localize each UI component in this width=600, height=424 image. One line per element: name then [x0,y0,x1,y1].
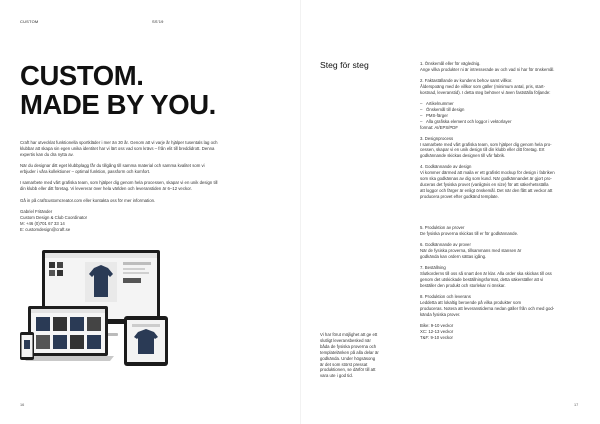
step-7-text-3: beställer den produkt och storlekar ni önskar. [420,282,506,288]
step-3 [420,136,585,160]
intro-paragraph-4: Gå in på craftcustomcreator.com eller kontakta oss för mer information. [20,197,156,203]
intro-paragraph-2: När du designar ditt eget klubbplagg får du tillgång till samma material och samma kvalitet som vi erbjuder i våra kollektioner – optimal funktion, passform och komfort. [20,163,205,175]
step-5-title: 5. Produktion av prover [420,225,465,231]
requirement-item: – Alla grafiska element och loggor i vektorlayer [420,119,585,125]
headline-line-2: MADE BY YOU. [20,88,216,120]
step-6 [420,242,585,260]
page-number-left: 16 [20,403,25,407]
step-6-title: 6. Godkännande av prover [420,242,471,248]
contact-role: Custom Design & Club Coordinator [20,214,88,220]
lead-time-xc: XC: 12-13 veckor [420,329,454,335]
intro-paragraph-3: I samarbete med vårt grafiska team, som hjälper dig genom hela processen, skapar vi en unik design till din klubb eller ditt företag. Vi levererar över hela världen och leveranstiden är 6–12 veckor. [20,180,218,192]
step-3-text-1: I samarbete med vårt grafiska team, som hjälper dig genom hela pro- [420,141,552,147]
step-7-text-1: Slutkorderns till oss så snart den är klar. Alla order ska skickas till oss [420,270,552,276]
device-mockup-illustration [20,250,180,368]
step-5 [420,225,585,237]
tablet-icon [124,316,168,366]
header-section-label: CUSTOM [20,19,39,24]
contact-signature [20,209,220,233]
step-4-text-5: producera provet efter godkänd template. [420,193,499,199]
page-headline [20,62,216,119]
step-7 [420,265,585,289]
lead-time-note: Vi har förut möjlighet att ge ett slutligt leveransbesked när båda de fysiska proverna och templatelänken på alla delar är godkända. Under högsäsong är det som störst pressat produktionen, se därför till att vara ute i god tid. [320,332,379,379]
contact-email: E: customdesign@craft.se [20,226,71,232]
contact-phone: M: +46 (0)701 67 33 14 [20,220,65,226]
step-4 [420,164,585,199]
laptop-icon [22,306,114,361]
step-8-text-2: produceras. Notera att leveranstiderna nedan gäller från och med god- [420,305,555,311]
requirement-item: – Artikelnummer [420,101,585,107]
step-7-text-2: genom det utskickade beställningsformat, detta säkerställer att vi [420,276,544,282]
step-4-text-3: duceras det fysiska provet (vanligtvis en size) för att säkerhetsställa [420,182,549,188]
lead-time-tf: T&F: 9-10 veckor [420,335,453,341]
step-4-title: 4. Godkännande av design [420,164,472,170]
step-8-text-1: Leddetta att lokaltig beroende på vilka produkter som [420,299,522,305]
step-4-text-2: som ska godkännas av dig som kund. När godkännandet är gjort pro- [420,176,552,182]
step-4-text-4: att loggor och färger är enligt önskemål. Det när den fått att veckor att [420,188,553,194]
step-3-title: 3. Designprocess [420,135,454,141]
step-6-text-2: godkända kan ordern sättas igång. [420,253,487,259]
step-6-text-1: När de fysiska proverna, tillsammans med stansen är [420,247,522,253]
step-1-text: Ange vilka produkter ni är intresserade av och vad ni har för önskemål. [420,66,555,72]
step-7-title: 7. Beställning [420,264,446,270]
step-4-text-1: Vi kommer därmed att maila er ett grafiskt mockup för design i fabriken [420,170,555,176]
step-8-text-3: kända fysiska prover. [420,311,461,317]
lead-time-bike: Bike: 9-10 veckor [420,323,454,329]
requirement-item: – Önskemål till design [420,107,585,113]
step-3-text-2: cessen, skapar vi en unik design till din klubb eller ditt företag. Ert [420,147,545,153]
step-1-title: 1. Önskemål eller för väglednig. [420,61,481,66]
lead-times [420,323,585,341]
page-divider [300,0,301,424]
requirement-item: – PMS-färger [420,113,585,119]
step-1 [420,61,585,73]
step-8 [420,294,585,318]
headline-line-1: CUSTOM. [20,60,144,91]
page-number-right: 17 [574,403,579,407]
step-8-title: 8. Produktion och leverans [420,293,471,299]
requirement-format: format: AI/EPS/PDF [420,124,458,130]
intro-paragraph-1: Craft har utvecklat funktionella sportkläder i mer än 30 år. Genom att vi varje år hjälper tusentals lag och klubbar att skapa sin egen unika identitet har vi lärt oss vad som krävs – från elit till breddidrott. Denna expertis kan du dra nytta av. [20,140,218,157]
header-season-label: SS'19 [152,19,164,24]
step-2-text-1: Ålderspoäng med de villkor som gäller (minimum antal, pris, start- [420,83,545,89]
steps-list [420,61,585,341]
phone-icon [20,332,34,360]
contact-name: Gabriel Fritänder [20,208,53,214]
step-5-text: De fysiska proverna skickas till er för godkännande. [420,230,519,236]
intro-text [20,140,220,232]
step-2-text-2: kostnad, leveranstid). I detta steg behöver vi även fastställa följande: [420,89,551,95]
steps-section-title: Steg för steg [320,60,369,70]
step-2 [420,78,585,96]
step-3-text-3: godkännande skickas designen till vår fabrik. [420,153,506,159]
step-2-title: 2. Faktaställande av kundens behov samt villkor. [420,78,513,83]
step-2-requirements [420,101,585,131]
